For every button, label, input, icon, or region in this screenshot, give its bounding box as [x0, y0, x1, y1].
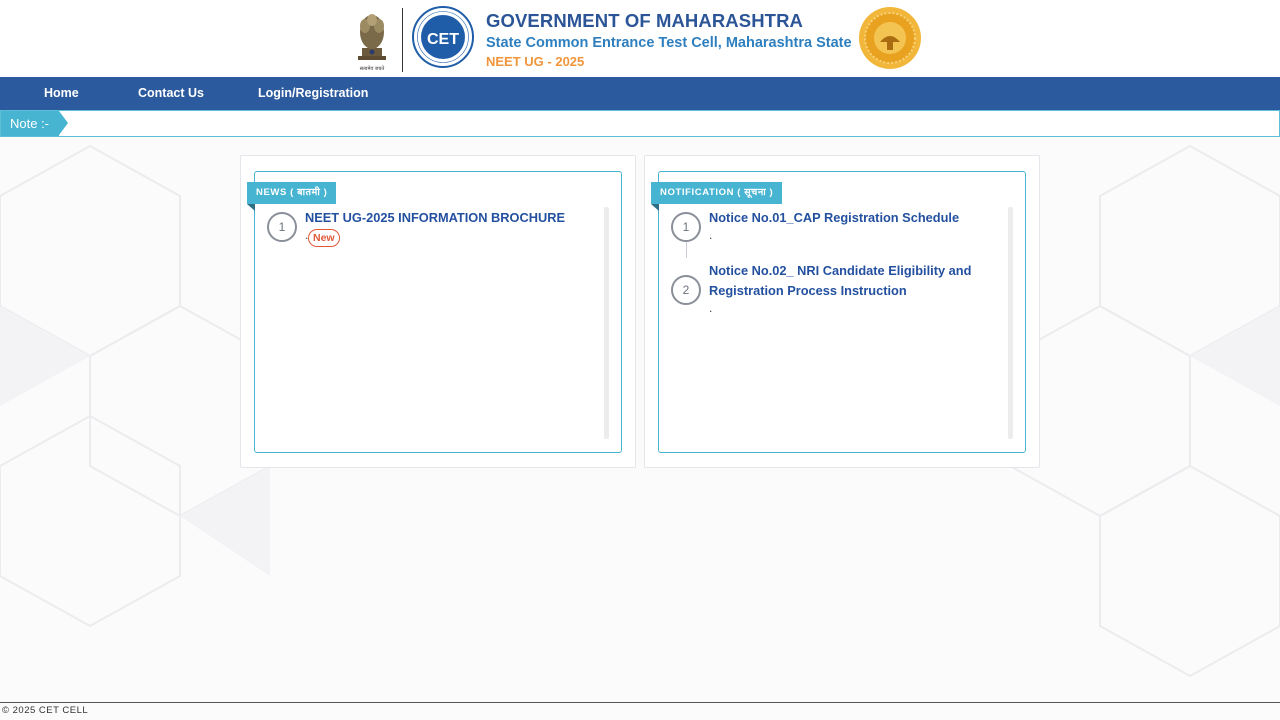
cet-logo-icon [412, 6, 474, 68]
main-navbar [0, 77, 1280, 110]
exam-name: NEET UG - 2025 [486, 54, 585, 69]
item-number: 1 [671, 212, 701, 242]
notification-item [671, 208, 1001, 258]
item-number: 2 [671, 275, 701, 305]
news-scrollbar[interactable] [604, 207, 609, 439]
notification-item [671, 261, 1001, 321]
item-dot: . [305, 228, 309, 242]
nav-login-registration[interactable]: Login/Registration [258, 86, 369, 100]
ribbon-fold [247, 204, 255, 211]
notification-scrollbar[interactable] [1008, 207, 1013, 439]
nav-home[interactable]: Home [44, 86, 79, 100]
background-pattern [0, 136, 1280, 702]
notification-panel [644, 155, 1040, 468]
site-header [0, 0, 1280, 77]
maharashtra-seal-icon [858, 6, 922, 70]
news-item-title[interactable]: NEET UG-2025 INFORMATION BROCHURE [305, 210, 565, 225]
notification-box [658, 171, 1026, 453]
news-heading: NEWS ( बातमी ) [247, 182, 336, 204]
news-item-link[interactable] [305, 208, 595, 247]
cet-logo-text: CET [427, 31, 459, 48]
national-emblem-icon [352, 4, 392, 74]
notification-item-title[interactable]: Notice No.02_ NRI Candidate Eligibility and Registration Process Instruction [709, 263, 972, 298]
header-divider [402, 8, 403, 72]
page-title: GOVERNMENT OF MAHARASHTRA [486, 10, 803, 31]
nav-contact-us[interactable]: Contact Us [138, 86, 204, 100]
note-arrow [59, 111, 68, 135]
ribbon-fold [651, 204, 659, 211]
item-dot: . [709, 301, 713, 315]
new-badge: New [308, 229, 340, 247]
news-box [254, 171, 622, 453]
item-dot: . [709, 228, 713, 242]
news-panel [240, 155, 636, 468]
notification-item-title[interactable]: Notice No.01_CAP Registration Schedule [709, 210, 960, 225]
header-text [486, 10, 852, 70]
notification-heading: NOTIFICATION ( सूचना ) [651, 182, 782, 204]
note-marquee [0, 110, 1280, 137]
item-number: 1 [267, 212, 297, 242]
footer-divider [0, 702, 1280, 703]
footer-copyright: © 2025 CET CELL [2, 705, 89, 716]
timeline-connector [686, 242, 687, 258]
news-item [267, 208, 597, 258]
page-subtitle: State Common Entrance Test Cell, Maharashtra State [486, 35, 852, 51]
emblem-caption: सत्यमेव जयते [359, 66, 385, 72]
note-label: Note :- [1, 111, 59, 136]
